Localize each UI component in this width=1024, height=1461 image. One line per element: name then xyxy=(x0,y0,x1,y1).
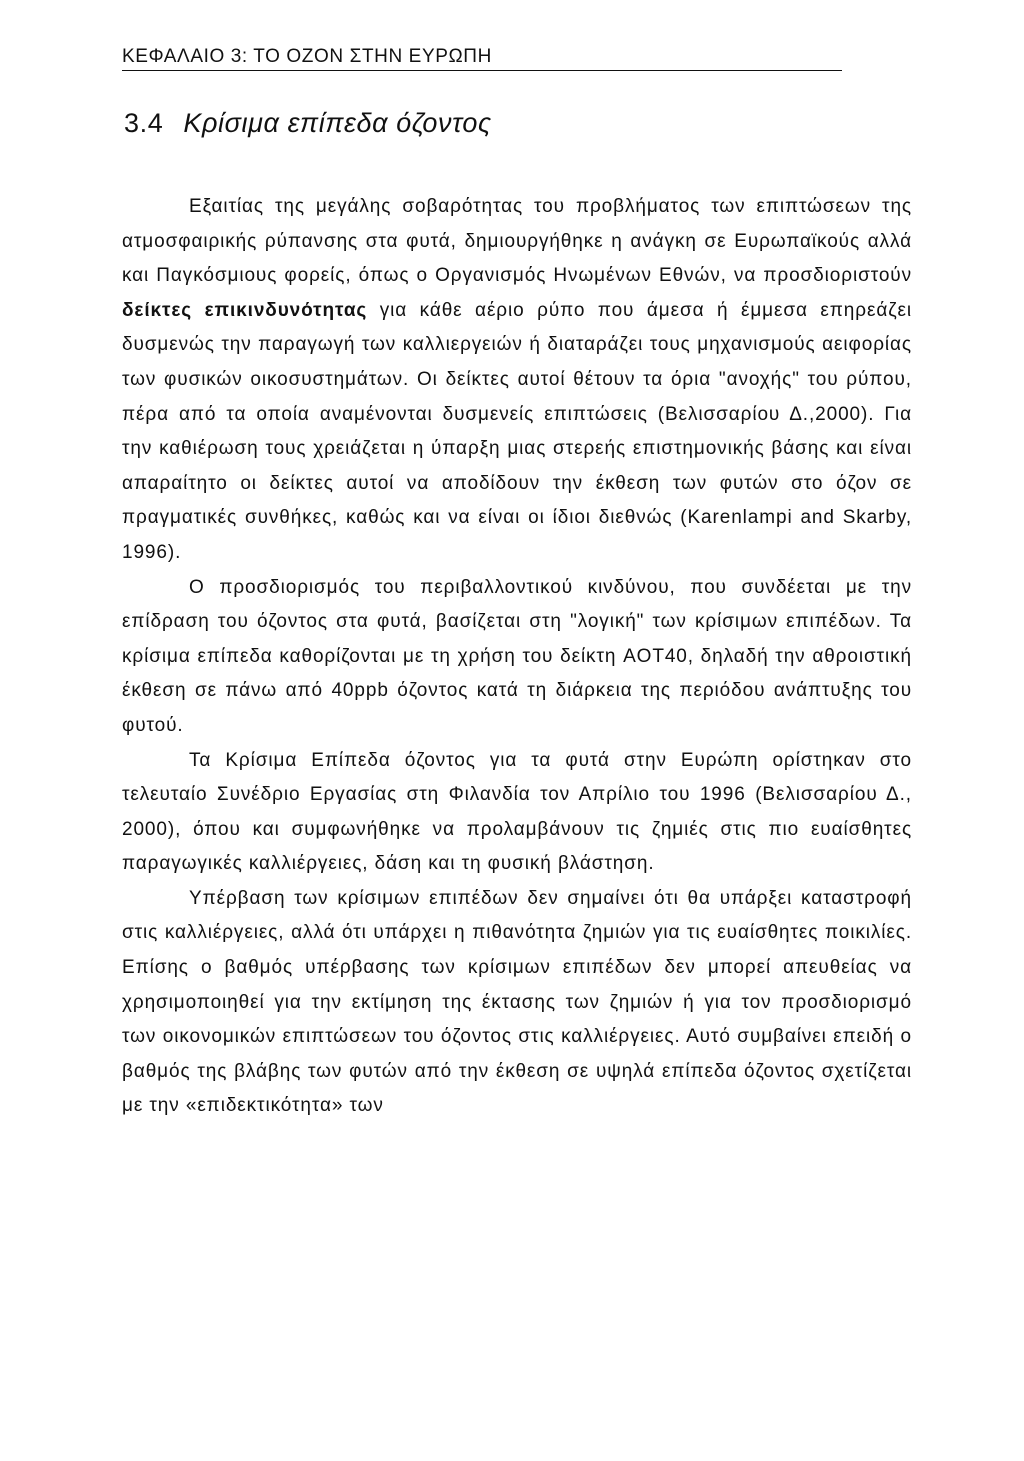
paragraph-2: Ο προσδιορισμός του περιβαλλοντικού κινδύνου, που συνδέεται με την επίδραση του όζοντος στα φυτά, βασίζεται στη "λογική" των κρίσιμων επιπέδων. Τα κρίσιμα επίπεδα καθορίζονται με τη χρήση του δείκτη AOT40, δηλαδή την αθροιστική έκθεση σε πάνω από 40ppb όζοντος κατά τη διάρκεια της περιόδου ανάπτυξης του φυτού. xyxy=(122,576,912,736)
section-number: 3.4 xyxy=(124,108,164,138)
paragraph-1 xyxy=(122,190,912,571)
section-heading xyxy=(124,108,492,139)
paragraph-4: Υπέρβαση των κρίσιμων επιπέδων δεν σημαίνει ότι θα υπάρξει καταστροφή στις καλλιέργειες, αλλά ότι υπάρχει η πιθανότητα ζημιών για τις ευαίσθητες ποικιλίες. Επίσης ο βαθμός υπέρβασης των κρίσιμων επιπέδων δεν μπορεί απευθείας να χρησιμοποιηθεί για την εκτίμηση της έκτασης των ζημιών ή για τον προσδιορισμό των οικονομικών επιπτώσεων του όζοντος στις καλλιέργειες. Αυτό συμβαίνει επειδή ο βαθμός της βλάβης των φυτών από την έκθεση σε υψηλά επίπεδα όζοντος σχετίζεται με την «επιδεκτικότητα» των xyxy=(122,887,912,1117)
paragraph-1-part-1: Εξαιτίας της μεγάλης σοβαρότητας του προβλήματος των επιπτώσεων της ατμοσφαιρικής ρύπανσης στα φυτά, δημιουργήθηκε η ανάγκη σε Ευρωπαϊκούς αλλά και Παγκόσμιους φορείς, όπως ο Οργανισμός Ηνωμένων Εθνών, να προσδιοριστούν xyxy=(122,196,912,287)
paragraph-1-part-2: για κάθε αέριο ρύπο που άμεσα ή έμμεσα επηρεάζει δυσμενώς την παραγωγή των καλλιεργειών ή διαταράζει τους μηχανισμούς αειφορίας των φυσικών οικοσυστημάτων. Οι δείκτες αυτοί θέτουν τα όρια "ανοχής" του ρύπου, πέρα από τα οποία αναμένονται δυσμενείς επιπτώσεις (Βελισσαρίου Δ.,2000). Για την καθιέρωση τους χρειάζεται η ύπαρξη μιας στερεής επιστημονικής βάσης και είναι απαραίτητο οι δείκτες αυτοί να αποδίδουν την έκθεση των φυτών στο όζον σε πραγματικές συνθήκες, καθώς και να είναι οι ίδιοι διεθνώς (Karenlampi and Skarby, 1996). xyxy=(122,299,912,563)
section-title: Κρίσιμα επίπεδα όζοντος xyxy=(183,108,492,138)
bold-term: δείκτες επικινδυνότητας xyxy=(122,299,368,321)
body-text xyxy=(122,190,912,1124)
paragraph-3: Τα Κρίσιμα Επίπεδα όζοντος για τα φυτά στην Ευρώπη ορίστηκαν στο τελευταίο Συνέδριο Εργασίας στη Φιλανδία τον Απρίλιο του 1996 (Βελισσαρίου Δ., 2000), όπου και συμφωνήθηκε να προλαμβάνουν τις ζημιές στις πιο ευαίσθητες παραγωγικές καλλιέργειες, δάση και τη φυσική βλάστηση. xyxy=(122,749,912,875)
running-header: ΚΕΦΑΛΑΙΟ 3: ΤΟ ΟΖΟΝ ΣΤΗΝ ΕΥΡΩΠΗ xyxy=(122,46,842,71)
